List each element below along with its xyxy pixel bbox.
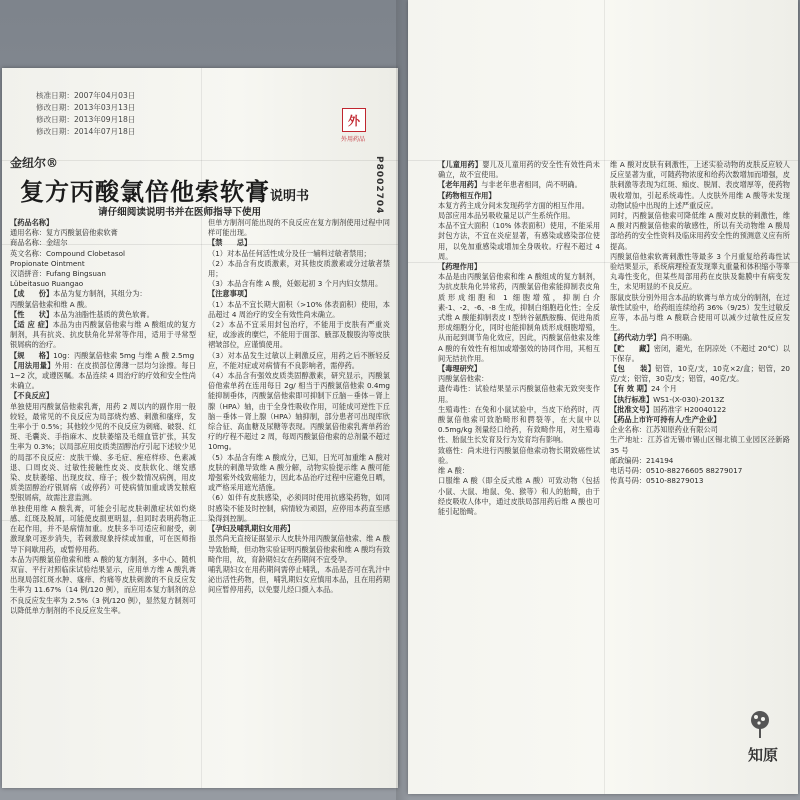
right-col2-paragraph: 丙酸氯倍他索软膏刺激性等最多 3 个月重复给药毒性试验结果显示，系统病理检查发现睾丸重量和体积缩小等睾丸毒性变化，但某些局部用药在皮肤及黏膜中有病变发生，未见明显的不良反应。	[610, 251, 790, 292]
left-col1-paragraph	[10, 320, 196, 351]
section-heading: 【老年用药】	[438, 180, 482, 190]
left-col1-paragraph	[10, 351, 196, 361]
right-col2-paragraph: 生产地址：江苏省无锡市锡山区锡北镇工业园区泾新路 35 号	[610, 435, 790, 455]
right-col1-paragraph	[438, 160, 600, 180]
left-col2-paragraph: （3）本品含有维 A 酸，妊娠起初 3 个月内妇女禁用。	[208, 279, 383, 289]
left-col1-paragraph: 汉语拼音：Fufang Bingsuan	[10, 269, 106, 279]
left-column-1	[10, 218, 196, 616]
right-col1-paragraph: 维 A 酸：	[438, 466, 470, 476]
section-text: 婴儿及儿童用药的安全性有效性尚未确立，故不宜使用。	[438, 160, 600, 180]
left-col1-paragraph: Propionate Ointment	[10, 258, 85, 268]
section-heading: 【包 装】	[610, 364, 656, 374]
right-col2-paragraph	[610, 415, 790, 425]
page-title	[20, 172, 309, 207]
section-heading: 【药代动力学】	[610, 333, 661, 343]
right-col2-paragraph	[610, 384, 790, 394]
section-text: 10g：丙酸氯倍他索 5mg 与维 A 酸 2.5mg	[53, 350, 195, 360]
left-col1-paragraph	[10, 310, 196, 320]
left-col1-paragraph: 单独使用维 A 酸乳膏，可能会引起皮肤刺激症状如灼烧感、红斑及脱屑，可能使皮损更明显，但同时表明药物正在起作用，并不是病情加重。皮肤多半可适应和耐受，刺激现象可逐步消失，若刺激现象持续或加重，可在医师指导下间歇用药，或暂停用药。	[10, 503, 196, 554]
section-heading: 【贮 藏】	[610, 343, 654, 353]
left-col1-paragraph	[10, 289, 196, 299]
left-col1-paragraph	[10, 361, 196, 392]
right-col2-paragraph: 维 A 酸对皮肤有刺激性，上述实验动物的皮肤反应较人反应显著为重，可随药物浓度和给药次数增加而增强，皮肤刺激等表现为红斑、痂皮、脱屑、表皮增厚等，使药物吸收增加，引起系统毒性。人皮肤外用维 A 酸等未发现动物试验中出现的上述严重反应。	[610, 160, 790, 210]
section-heading: 【成 份】	[10, 289, 54, 299]
section-heading: 【注意事项】	[208, 289, 252, 299]
left-col2-paragraph: （2）本品不宜采用封包治疗，不能用于皮肤有严重炎症，或渗液的糜烂，不能用于面部、腋部及腹股沟等皮肤褶皱部位，应谨慎使用。	[208, 320, 390, 350]
right-col2-paragraph: 邮政编码：214194	[610, 455, 674, 465]
left-col2-paragraph: （6）如伴有皮肤感染，必须同时使用抗感染药物，如同时感染不能及时控制，病情较为顽固，应停用本药直至感染得到控制。	[208, 493, 390, 523]
leaflet-left-sheet	[2, 68, 398, 788]
revision-date: 修改日期：2013年09月18日	[36, 115, 136, 124]
left-col2-paragraph: （4）本品含有强效皮质类固醇激素，研究显示，丙酸氯倍他索单药在连用每日 2g/ 相当于丙酸氯倍他索 0.4mg 能抑制垂体，丙酸氯倍他索即可抑制下丘脑－垂体－肾上腺（HPA）轴，由于全身性吸收作用，可能成可逆性下丘脑－垂体－肾上腺（HPA）轴抑制，部分患者可出现库欣综合征、高血糖及尿糖等表现。丙酸氯倍他索乳膏单药治疗的疗程不超过 2 周，每周丙酸氯倍他索的总剂量不超过 10mg。	[208, 371, 390, 452]
section-text: 24 个月	[650, 384, 677, 394]
section-text: 外用：在皮损部位薄薄一层均匀涂擦。每日 1~2 次，或遵医嘱。本品连续 4 周治疗的疗效和安全性尚未确立。	[10, 360, 196, 391]
company-tree-logo-icon	[748, 710, 772, 740]
left-col1-paragraph	[10, 218, 196, 228]
approval-dates	[36, 90, 135, 138]
page-gap-shadow	[396, 0, 410, 800]
section-heading: 【批准文号】	[610, 404, 654, 414]
right-col2-paragraph	[610, 344, 790, 364]
company-logo-text: 知原	[748, 746, 779, 764]
right-col1-paragraph: 局部应用本品另吸收量足以产生系统作用。	[438, 211, 575, 221]
right-col1-paragraph: 遗传毒性：试验结果显示丙酸氯倍他索无致突变作用。	[438, 384, 600, 404]
fold-line	[604, 0, 605, 794]
section-text: 与非老年患者相同，尚不明确。	[481, 180, 582, 190]
otc-label: 外用药品	[341, 136, 366, 143]
right-col1-paragraph: 本品不宜大面积（10% 体表面积）使用，不能采用封包方法，不宜在炎症显著，有感染或感染部位使用，以免加重感染或增加全身吸收。疗程不超过 4 周。	[438, 221, 601, 261]
section-heading: 【执行标准】	[610, 394, 654, 404]
section-text: WS1-(X-030)-2013Z	[653, 394, 725, 404]
left-col2-paragraph	[208, 238, 390, 248]
section-text: 本品为油脂性基质的黄色软膏。	[53, 309, 154, 319]
section-heading: 【药理作用】	[438, 262, 482, 272]
fold-line	[2, 160, 398, 161]
left-col2-paragraph: （5）本品含有维 A 酸成分，已知，日光可加重维 A 酸对皮肤的刺激导致维 A 酸分解，动物实验提示维 A 酸可能增强紫外线致癌能力，因此本品治疗过程中应避免日晒，或严格采用遮光措施。	[208, 452, 390, 493]
left-col2-paragraph: 虽然尚无直接证据显示人皮肤外用丙酸氯倍他索、维 A 酸导致胎畸，但动物实验证明丙酸氯倍他索和维 A 酸均有致畸作用，故，育龄期妇女在药期间不宜受孕。	[208, 534, 390, 564]
title-main: 复方丙酸氯倍他索软膏	[20, 178, 270, 206]
left-col1-paragraph	[10, 391, 196, 401]
title-suffix: 说明书	[270, 189, 310, 204]
left-col2-paragraph	[208, 524, 390, 534]
section-heading: 【毒理研究】	[438, 364, 482, 374]
right-col2-paragraph	[610, 364, 790, 384]
left-col1-paragraph: 丙酸氯倍他索和维 A 酸。	[10, 299, 92, 309]
right-col2-paragraph: 豚鼠皮肤分别外用含本品的软膏与单方成分的制剂，在过敏性试验中，给药组连续给药 36%（9/25）发生过敏反应等，本品与维 A 酸联合使用可以减少过敏性反应发生。	[610, 292, 790, 333]
right-col1-paragraph	[438, 191, 600, 201]
section-heading: 【儿童用药】	[438, 160, 483, 169]
section-text: 本品为复方制剂，其组分为：	[53, 289, 147, 299]
right-col2-paragraph	[610, 395, 790, 405]
right-column-1	[438, 160, 600, 517]
section-heading: 【用法用量】	[10, 360, 55, 370]
section-heading: 【适 应 症】	[10, 320, 53, 330]
section-text: 尚不明确。	[660, 333, 697, 343]
left-col2-paragraph: （2）本品含有皮质激素，对其他皮质激素或分过敏者禁用；	[208, 258, 390, 279]
left-col1-paragraph: 单独使用丙酸氯倍他索乳膏，用药 2 周以内的副作用一般较轻，最常见的不良反应为局部烧灼感、刺激和瘙痒，发生率小于 0.5%；其他较少见的不良反应为刺痛、破裂、红斑、毛囊炎、手指麻木、皮肤萎缩及毛细血管扩张，其发生率为 0.3%；以局部应用皮质类固醇治疗引起下述较少见的局部不良反应：皮肤干燥、多毛症、痤疮样疹、色素减退、口周皮炎、过敏性接触性皮炎、皮肤软化、继发感染、皮肤萎缩、出现皮纹、痱子；极少数情况病例，用皮质类固醇治疗银屑病（或停药）可使病情加重或诱发脓疱型银屑病，故需注意监测。	[10, 401, 196, 503]
right-col2-paragraph: 传真号码：0510-88279013	[610, 476, 704, 486]
otc-external-use-icon	[342, 108, 366, 132]
left-col1-paragraph: 商品名称：金纽尔	[10, 238, 68, 248]
section-heading: 【有 效 期】	[610, 384, 651, 394]
left-col1-paragraph: Lübeitasuo Ruangao	[10, 279, 84, 289]
section-heading: 【药物相互作用】	[438, 190, 496, 200]
section-heading: 【孕妇及哺乳期妇女用药】	[208, 524, 295, 534]
right-col2-paragraph	[610, 405, 790, 415]
left-col1-paragraph: 通用名称：复方丙酸氯倍他索软膏	[10, 228, 118, 238]
left-column-2	[208, 218, 390, 596]
right-col1-paragraph: 生殖毒性：在兔和小鼠试验中，当皮下给药时，丙酸氯倍他索可致胎畸形和腭裂等，在大鼠中以 0.5mg/kg 剂量经口给药，有致畸作用，对生殖毒性、胎鼠生长发育及行为发育均有影响。	[438, 404, 600, 445]
right-col1-paragraph	[438, 180, 600, 190]
right-col1-paragraph: 本复方药主成分间未发现药学方面的相互作用。	[438, 200, 589, 210]
document-code: P8002704	[374, 156, 384, 215]
section-heading: 【药品名称】	[10, 218, 54, 227]
left-col1-paragraph: 英文名称：Compound Clobetasol	[10, 248, 126, 258]
right-col1-paragraph: 丙酸氯倍他索：	[438, 374, 489, 384]
right-col2-paragraph: 企业名称：江苏知原药业有限公司	[610, 425, 718, 435]
right-col1-paragraph	[438, 364, 600, 374]
right-col1-paragraph: 口服维 A 酸（即全反式维 A 酸）可致动物（包括小鼠、大鼠、地鼠、兔、猴等）和人的胎畸，由于经皮吸收人体中，通过皮肤局部用药后维 A 酸也可能引起胎畸。	[438, 476, 600, 516]
right-col1-paragraph	[438, 262, 600, 272]
leaflet-right-sheet	[408, 0, 798, 794]
section-text: 铝管，10克/支，10克×2/盒；铝管，20克/支；铝管，30克/支；铝管，40克/支。	[610, 364, 790, 384]
right-col1-paragraph: 致癌性：尚未进行丙酸氯倍他索动物长期致癌性试验。	[438, 445, 600, 465]
approval-date: 核准日期：2007年04月03日	[36, 91, 136, 100]
right-column-2	[610, 160, 790, 487]
left-col2-paragraph: （1）本品不宜长期大面积（>10% 体表面积）使用，本品超过 4 周治疗的安全有效性尚未确立。	[208, 299, 390, 319]
section-text: 密闭，避光，在阴凉处（不超过 20℃）以下保存。	[610, 343, 790, 363]
section-heading: 【规 格】	[10, 350, 54, 360]
page-subtitle: 请仔细阅读说明书并在医师指导下使用	[98, 207, 262, 218]
left-col2-paragraph	[208, 289, 390, 299]
section-heading: 【药品上市许可持有人/生产企业】	[610, 415, 721, 425]
section-heading: 【禁 忌】	[208, 238, 252, 248]
right-col2-paragraph	[610, 333, 790, 343]
revision-date: 修改日期：2013年03月13日	[36, 103, 136, 112]
left-col2-paragraph: （1）对本品任何活性成分及任一辅料过敏者禁用；	[208, 248, 371, 258]
left-col2-paragraph: （3）对本品发生过敏以上刺激反应，用药之后不断轻反应，不能对症或对病情有不良影响者，需停药。	[208, 350, 390, 370]
right-col2-paragraph: 电话号码：0510-88276605 88279017	[610, 466, 743, 476]
section-heading: 【性 状】	[10, 309, 54, 319]
revision-date: 修改日期：2014年07月18日	[36, 127, 136, 136]
right-col2-paragraph: 同时，丙酸氯倍他索可降低维 A 酸对皮肤的刺激性，维 A 酸对丙酸氯倍他索的敏感性，所以有关动物维 A 酸局部给药的安全性资料及临床用药安全性的预测意义应有所提高。	[610, 211, 790, 251]
left-col2-paragraph: 但单方制剂可能出现的不良反应在复方制剂使用过程中同样可能出现。	[208, 218, 390, 238]
right-col1-paragraph: 本品是由丙酸氯倍他索和维 A 酸组成的复方制剂，为抗皮肤角化异常药，丙酸氯倍他索能抑制表皮角质形成细胞和 1 细胞增殖，抑制白介素-1、-2、-6、-8 生成，抑制白细胞趋化性；全反式维 A 酸能抑制表皮 I 型转谷氨酰胺酶、促进角质形成细胞分化，同时也能抑制角质形成细胞增殖，从而起到调节角化效应，因此，丙酸氯倍他索及维 A 酸的有效性有相加或增强效的协同作用，其相互间无拮抗作用。	[438, 272, 600, 363]
brand-name: 金纽尔®	[10, 156, 59, 170]
section-text: 国药准字 H20040122	[653, 404, 727, 414]
section-text: 本品为由丙酸氯倍他索与维 A 酸组成的复方制剂，具有抗炎、抗皮肤角化异常等作用，适用于寻常型银屑病的治疗。	[10, 320, 196, 350]
otc-symbol: 外	[347, 113, 360, 128]
left-col1-paragraph: 本品为丙酸氯倍他索和维 A 酸的复方制剂，多中心、随机双盲、平行对照临床试验结果显示，应用单方维 A 酸乳膏出现局部红斑水肿、瘙痒、灼痛等皮肤刺激的不良反应发生率为 11.67%（14 例/120 例），而应用本复方制剂的总不良反应发生率为 2.5%（3 例/120 例），显然复方制剂可以降低单方制剂的不良反应发生率。	[10, 554, 196, 615]
section-heading: 【不良反应】	[10, 391, 54, 401]
left-col2-paragraph: 哺乳期妇女在用药期间需停止哺乳，本品是否可在乳汁中泌出活性药物，但，哺乳期妇女应慎用本品，且在用药期间应暂停用药，以免婴儿经口摄入本品。	[208, 564, 390, 595]
